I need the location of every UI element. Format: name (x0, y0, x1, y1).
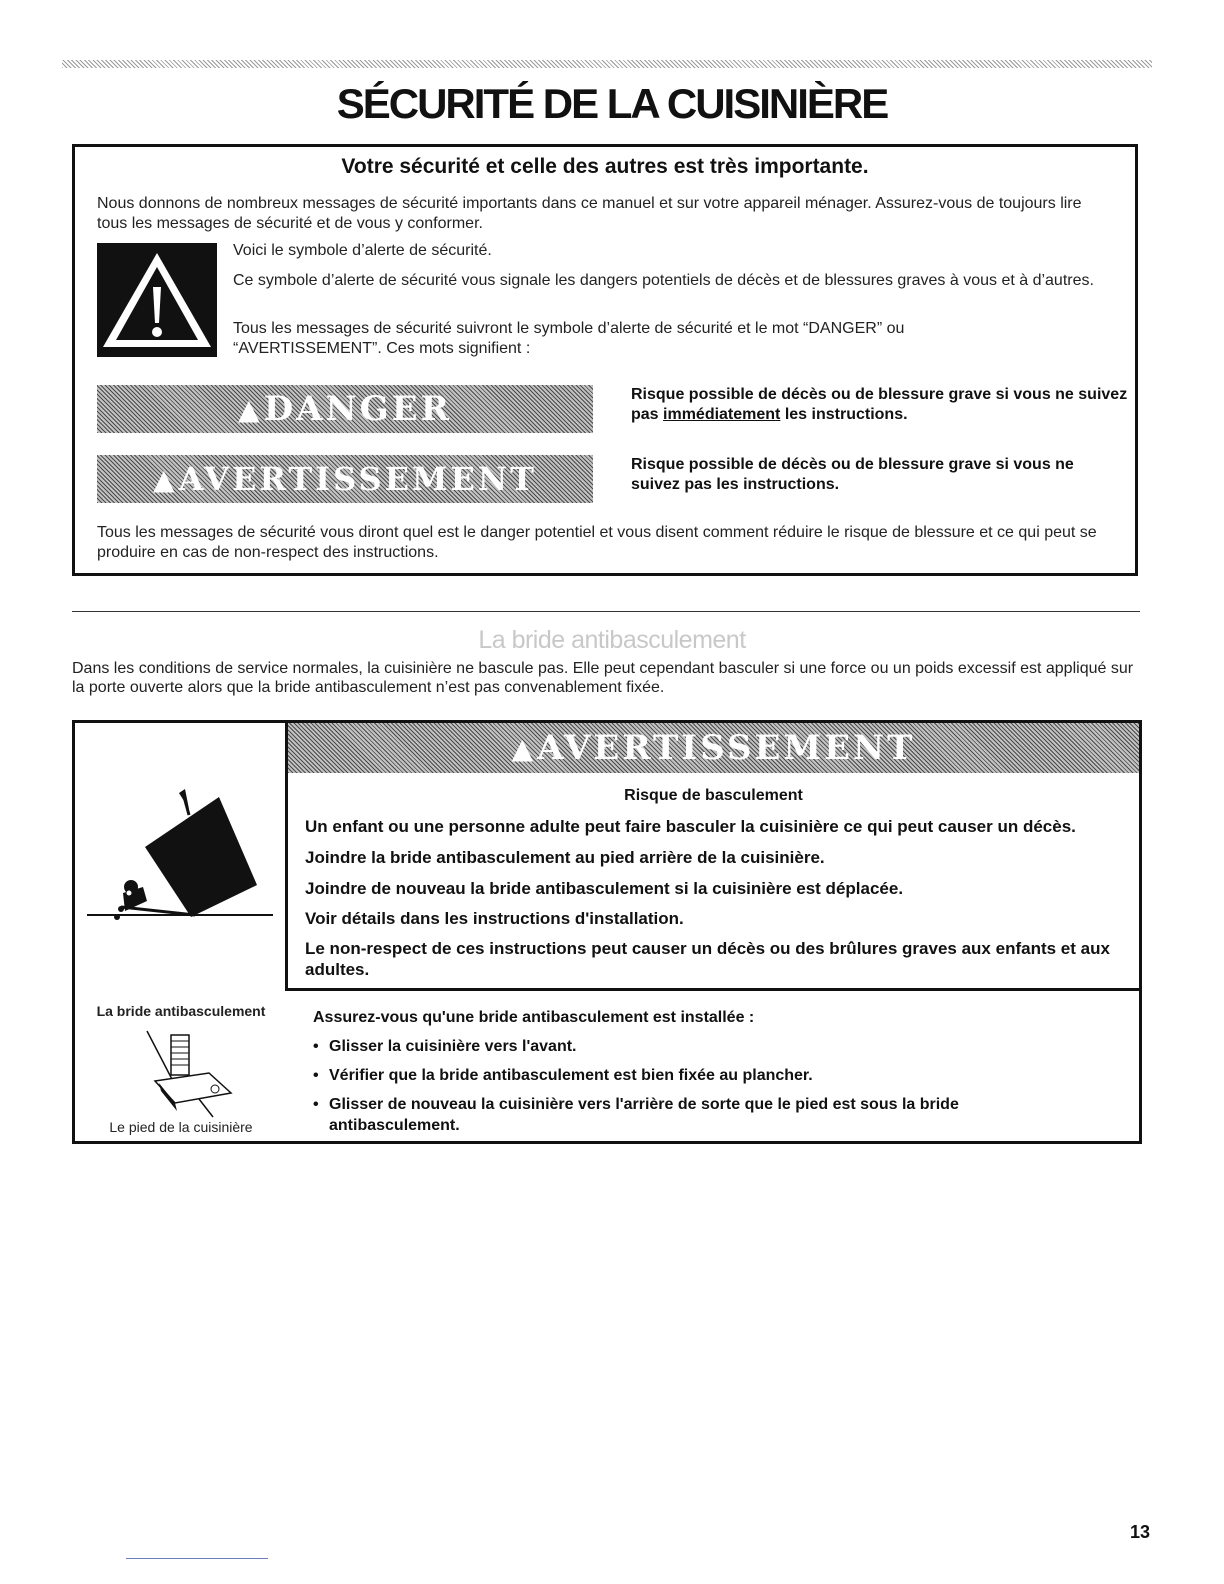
warning-triangle-icon: ▲ (153, 462, 175, 496)
page-title: SÉCURITÉ DE LA CUISINIÈRE (336, 80, 888, 127)
page-number: 13 (1130, 1522, 1151, 1542)
symbol-description: Ce symbole d’alerte de sécurité vous signale les dangers potentiels de décès et de blessures graves à vous et à d’autres. (233, 272, 1094, 289)
anti-tip-bracket-icon (135, 1023, 245, 1119)
warning-box-banner (288, 723, 1139, 773)
warning-line: Voir détails dans les instructions d'installation. (305, 909, 684, 928)
warning-line: Un enfant ou une personne adulte peut faire basculer la cuisinière ce qui peut causer un décès. (305, 817, 1076, 836)
danger-banner (97, 385, 593, 433)
safety-message-box (72, 144, 1138, 576)
bullet-dot: • (313, 1067, 319, 1084)
warning-banner (97, 455, 593, 503)
check-bullet (313, 1094, 1073, 1136)
signal-words-text: Tous les messages de sécurité suivront le symbole d’alerte de sécurité et le mot “DANGER” ou “AVERTISSEMENT”. Ces mots signifient : (233, 320, 905, 357)
risk-title: Risque de basculement (624, 787, 803, 804)
tip-over-illustration-icon (85, 789, 275, 929)
warning-description: Risque possible de décès ou de blessure grave si vous ne suivez pas les instructions. (631, 456, 1074, 493)
anti-tip-section-title: La bride antibasculement (478, 626, 746, 654)
bullet-dot: • (313, 1096, 319, 1113)
section-divider (72, 611, 1140, 612)
check-bullet-text: Vérifier que la bride antibasculement est bien fixée au plancher. (329, 1067, 813, 1084)
warning-box-banner-label: AVERTISSEMENT (537, 728, 916, 768)
warning-triangle-icon: ▲ (238, 392, 260, 426)
danger-banner-label: DANGER (263, 389, 452, 429)
warning-banner-label: AVERTISSEMENT (178, 460, 537, 498)
top-decorative-bar (62, 60, 1152, 68)
check-title: Assurez-vous qu'une bride antibasculement est installée : (313, 1009, 755, 1026)
danger-description (631, 385, 1131, 425)
warning-line: Joindre de nouveau la bride antibasculement si la cuisinière est déplacée. (305, 879, 904, 898)
danger-text-part1: Risque possible de décès ou de blessure grave si vous ne suivez pas (631, 386, 1128, 423)
symbol-line: Voici le symbole d’alerte de sécurité. (233, 242, 492, 259)
check-bullet (313, 1036, 1113, 1057)
box-divider-horizontal (285, 988, 1139, 991)
footer-line (126, 1558, 268, 1559)
anti-tip-section-body: Dans les conditions de service normales, la cuisinière ne bascule pas. Elle peut cependant basculer si une force ou un poids excessif est appliqué sur la porte ouverte alors que la bride antibasculement n’est pas convenablement fixée. (72, 660, 1134, 696)
safety-alert-symbol-icon (97, 243, 217, 357)
warning-triangle-icon: ▲ (511, 731, 534, 765)
danger-text-emphasis: immédiatement (663, 406, 781, 423)
check-bullet (313, 1065, 1113, 1086)
check-bullet-text: Glisser de nouveau la cuisinière vers l'arrière de sorte que le pied est sous la bride antibasculement. (329, 1096, 959, 1134)
tip-over-warning-box (72, 720, 1142, 1144)
warning-line: Joindre la bride antibasculement au pied arrière de la cuisinière. (305, 848, 825, 867)
safety-heading: Votre sécurité et celle des autres est très importante. (341, 155, 869, 178)
check-bullet-text: Glisser la cuisinière vers l'avant. (329, 1038, 577, 1055)
bullet-dot: • (313, 1038, 319, 1055)
safety-intro: Nous donnons de nombreux messages de sécurité importants dans ce manuel et sur votre appareil ménager. Assurez-vous de toujours lire tous les messages de sécurité et de vous y conformer. (97, 195, 1082, 232)
foot-label: Le pied de la cuisinière (109, 1119, 253, 1135)
safety-footer-text: Tous les messages de sécurité vous diront quel est le danger potentiel et vous disent comment réduire le risque de blessure et ce qui peut se produire en cas de non-respect des instructions. (97, 524, 1097, 561)
warning-line: Le non-respect de ces instructions peut causer un décès ou des brûlures graves aux enfants et aux adultes. (305, 939, 1110, 979)
bracket-label: La bride antibasculement (96, 1003, 266, 1019)
danger-text-part2: les instructions. (780, 406, 908, 423)
